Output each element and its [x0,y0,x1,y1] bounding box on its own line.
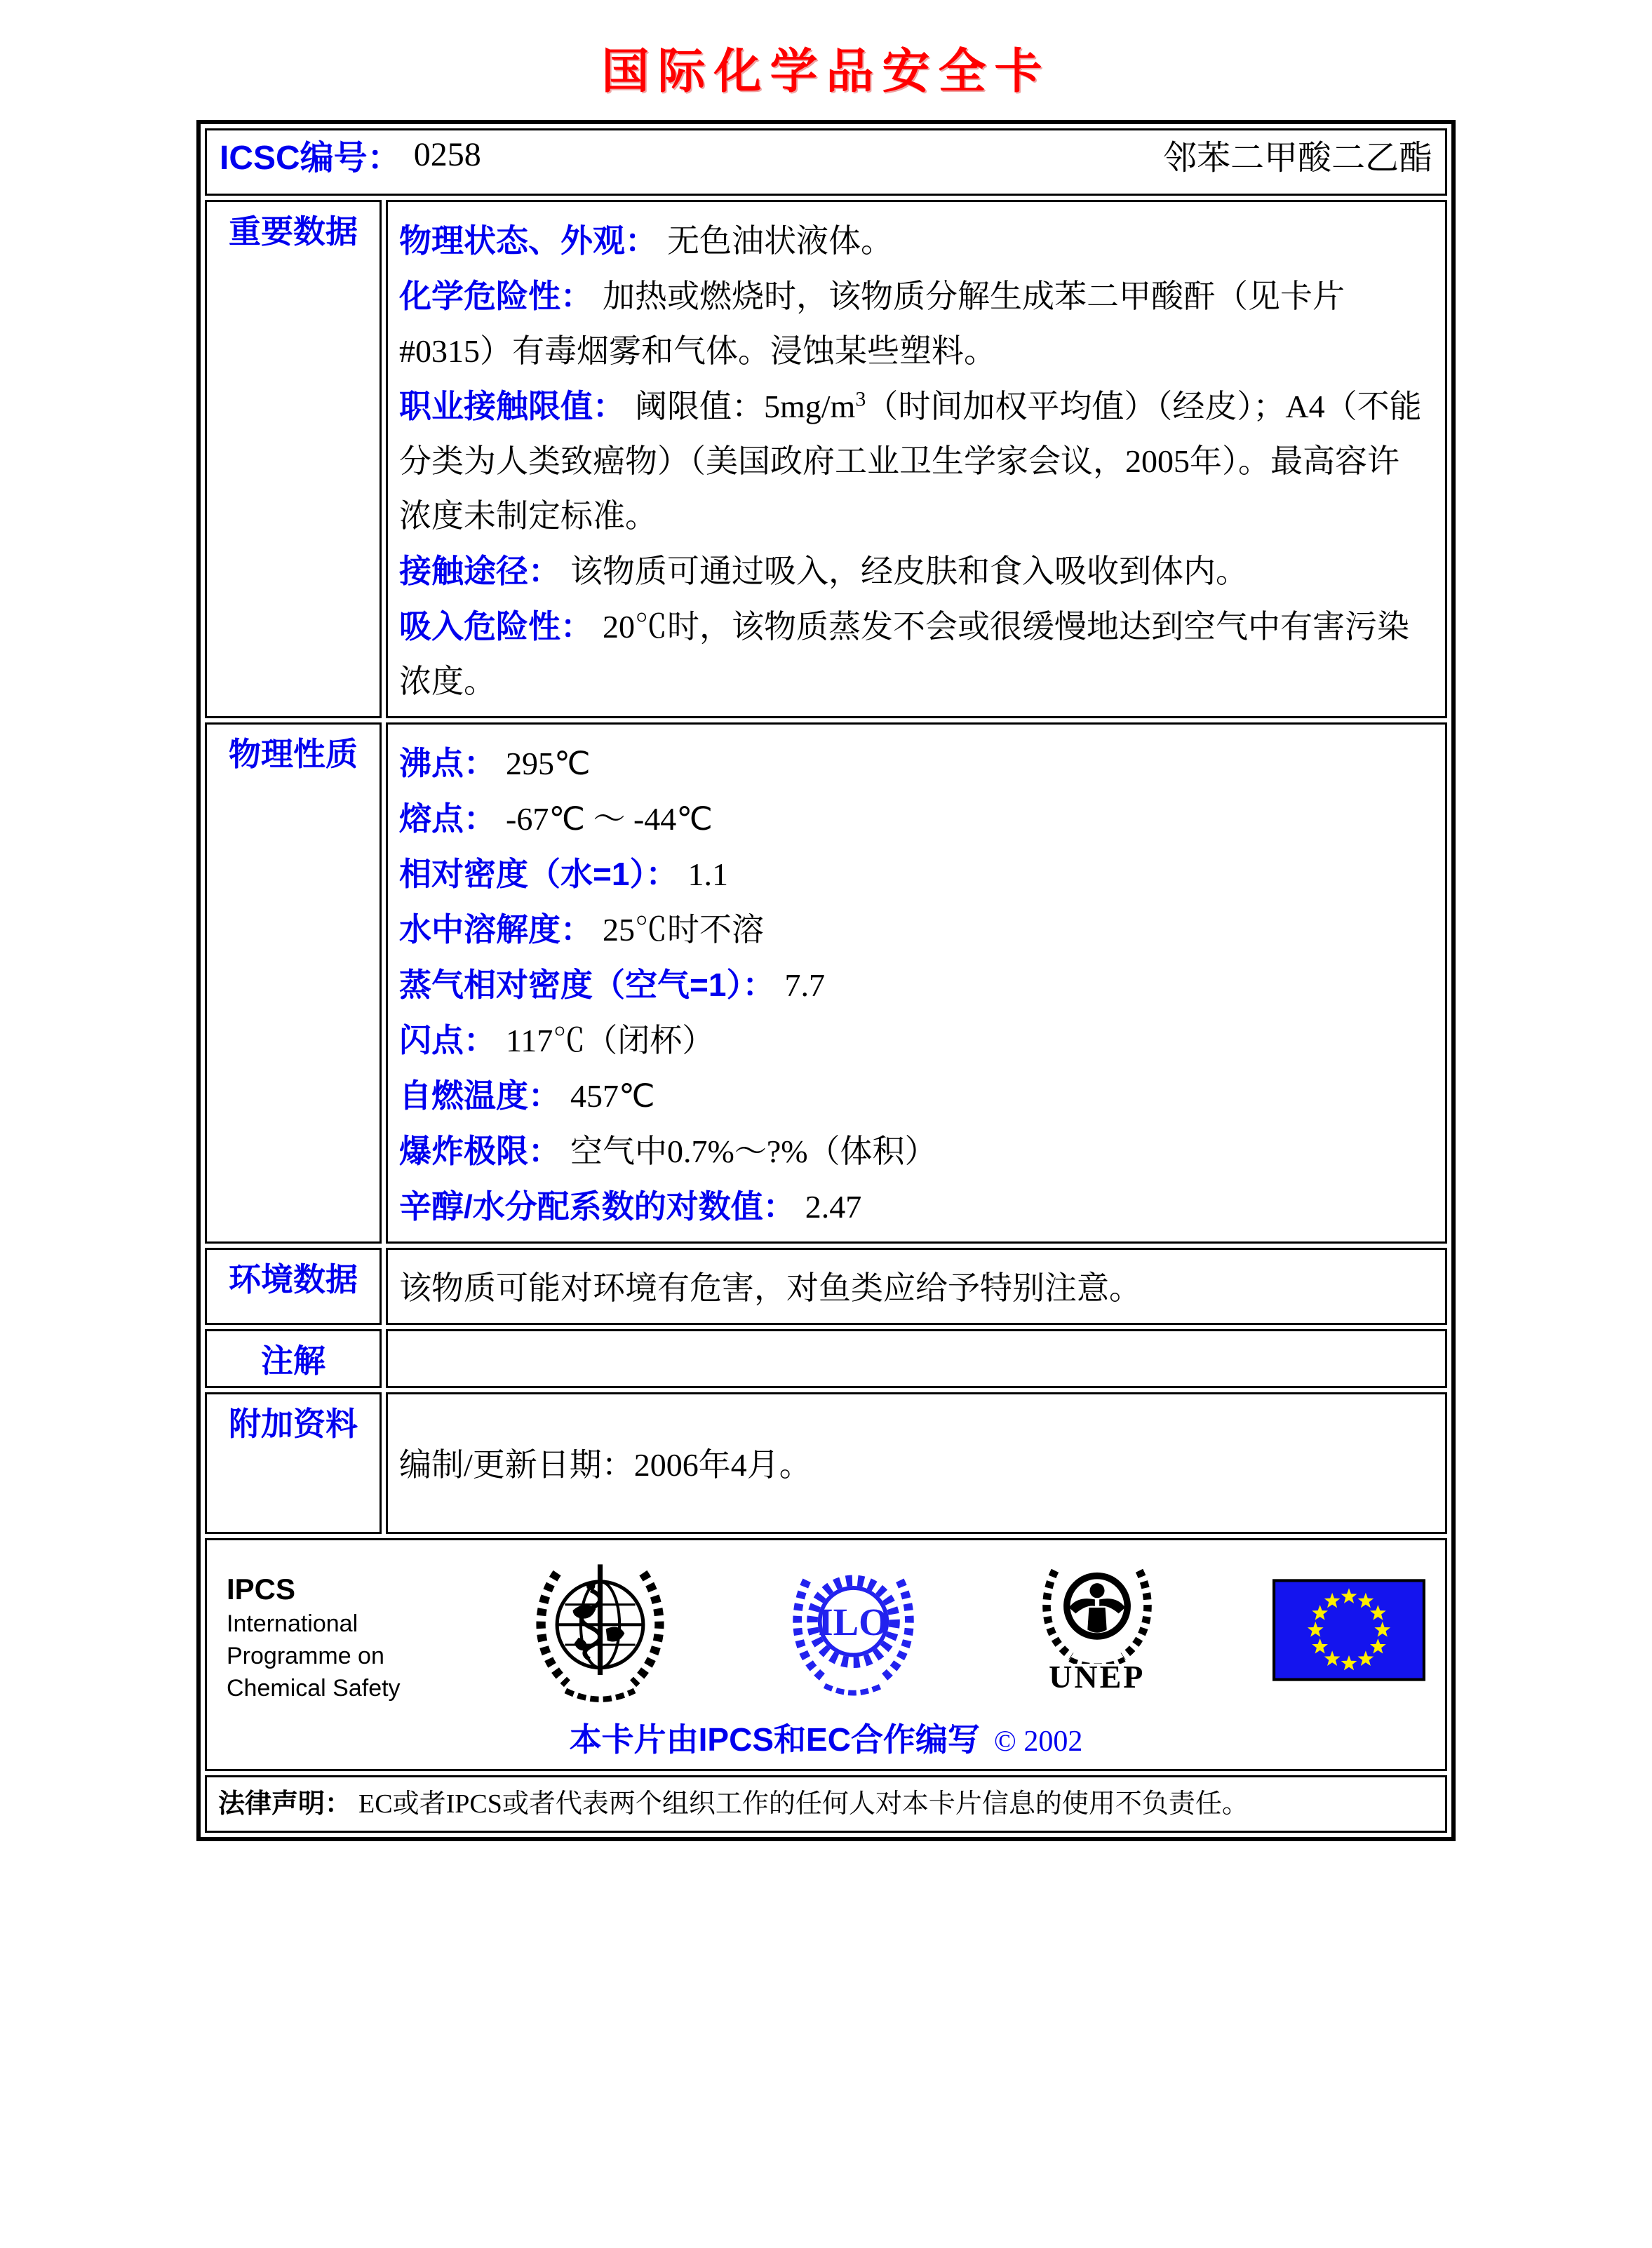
eu-flag-icon [1272,1553,1425,1682]
physical-properties-content [386,722,1447,1244]
chemical-name: 邻苯二甲酸二乙酯 [1162,140,1432,177]
important-data-row [205,200,1447,718]
unep-letters: UNEP [1049,1659,1146,1695]
environmental-data-content [386,1248,1447,1325]
additional-info-content [386,1392,1447,1534]
who-logo-icon [528,1553,672,1707]
physical-properties-row [205,722,1447,1244]
copyright-text: © 2002 [993,1725,1083,1758]
environmental-data-row [205,1248,1447,1325]
page-title: 国际化学品安全卡 [601,43,1051,100]
important-data-section-label: 重要数据 [205,200,382,718]
field-octanol-water-partition: 辛醇/水分配系数的对数值： 2.47 [399,1188,862,1225]
notes-content [386,1329,1447,1388]
additional-info-section-label: 附加资料 [205,1392,382,1534]
cooperation-caption [227,1714,1425,1761]
field-water-solubility: 水中溶解度： 25℃时不溶 [399,911,764,948]
field-physical-state: 物理状态、外观： 无色油状液体。 [399,222,893,259]
logos-row [205,1538,1447,1771]
field-update-date: 编制/更新日期：2006年4月。 [399,1447,812,1483]
header-row [205,128,1447,196]
notes-row [205,1329,1447,1388]
field-autoignition-temperature: 自燃温度： 457℃ [399,1077,655,1114]
field-flash-point: 闪点： 117℃（闭杯） [399,1022,715,1058]
field-occupational-exposure-limit: 职业接触限值： 阈限值：$5mg/m^3$（时间加权平均值）（经皮）；A4（不能分类为人类致癌物）（美国政府工业卫生学家会议，2005年）。最高容许浓度未制定标准。 [399,387,1422,534]
icsc-card-table [196,120,1456,1841]
icsc-number-value: 0258 [413,136,481,173]
environmental-data-section-label: 环境数据 [205,1248,382,1325]
field-melting-point: 熔点： -67℃ ～ -44℃ [399,800,713,837]
icsc-number-label: ICSC编号： [220,140,401,177]
legal-notice-text: EC或者IPCS或者代表两个组织工作的任何人对本卡片信息的使用不负责任。 [358,1789,1249,1819]
legal-row [205,1775,1447,1833]
environmental-data-text: 该物质可能对环境有危害，对鱼类应给予特别注意。 [399,1270,1141,1306]
field-explosive-limits: 爆炸极限： 空气中0.7%～?%（体积） [399,1133,937,1169]
legal-notice-label: 法律声明： [218,1789,352,1819]
physical-properties-section-label: 物理性质 [205,722,382,1244]
field-vapor-density: 蒸气相对密度（空气=1）： 7.7 [399,967,825,1003]
notes-section-label: 注解 [205,1329,382,1388]
ipcs-acronym: IPCS [227,1573,296,1606]
superscript-3: 3 [855,387,866,411]
additional-info-row [205,1392,1447,1534]
field-chemical-danger: 化学危险性： 加热或燃烧时，该物质分解生成苯二甲酸酐（见卡片#0315）有毒烟雾和气体。浸蚀某些塑料。 [399,278,1345,369]
ilo-letters: ILO [817,1601,889,1644]
field-inhalation-risk: 吸入危险性： 20℃时，该物质蒸发不会或很缓慢地达到空气中有害污染浓度。 [399,608,1409,699]
field-exposure-routes: 接触途径： 该物质可通过吸入，经皮肤和食入吸收到体内。 [399,553,1248,589]
ipcs-text-block: IPCS International Programme on Chemical Safety [227,1553,416,1704]
caption-text: 本卡片由IPCS和EC合作编写 [569,1721,980,1758]
field-relative-density: 相对密度（水=1）： 1.1 [399,856,728,892]
field-boiling-point: 沸点： 295℃ [399,745,591,781]
unep-logo-icon [1034,1553,1160,1695]
ilo-logo-icon [785,1553,922,1704]
important-data-content [386,200,1447,718]
